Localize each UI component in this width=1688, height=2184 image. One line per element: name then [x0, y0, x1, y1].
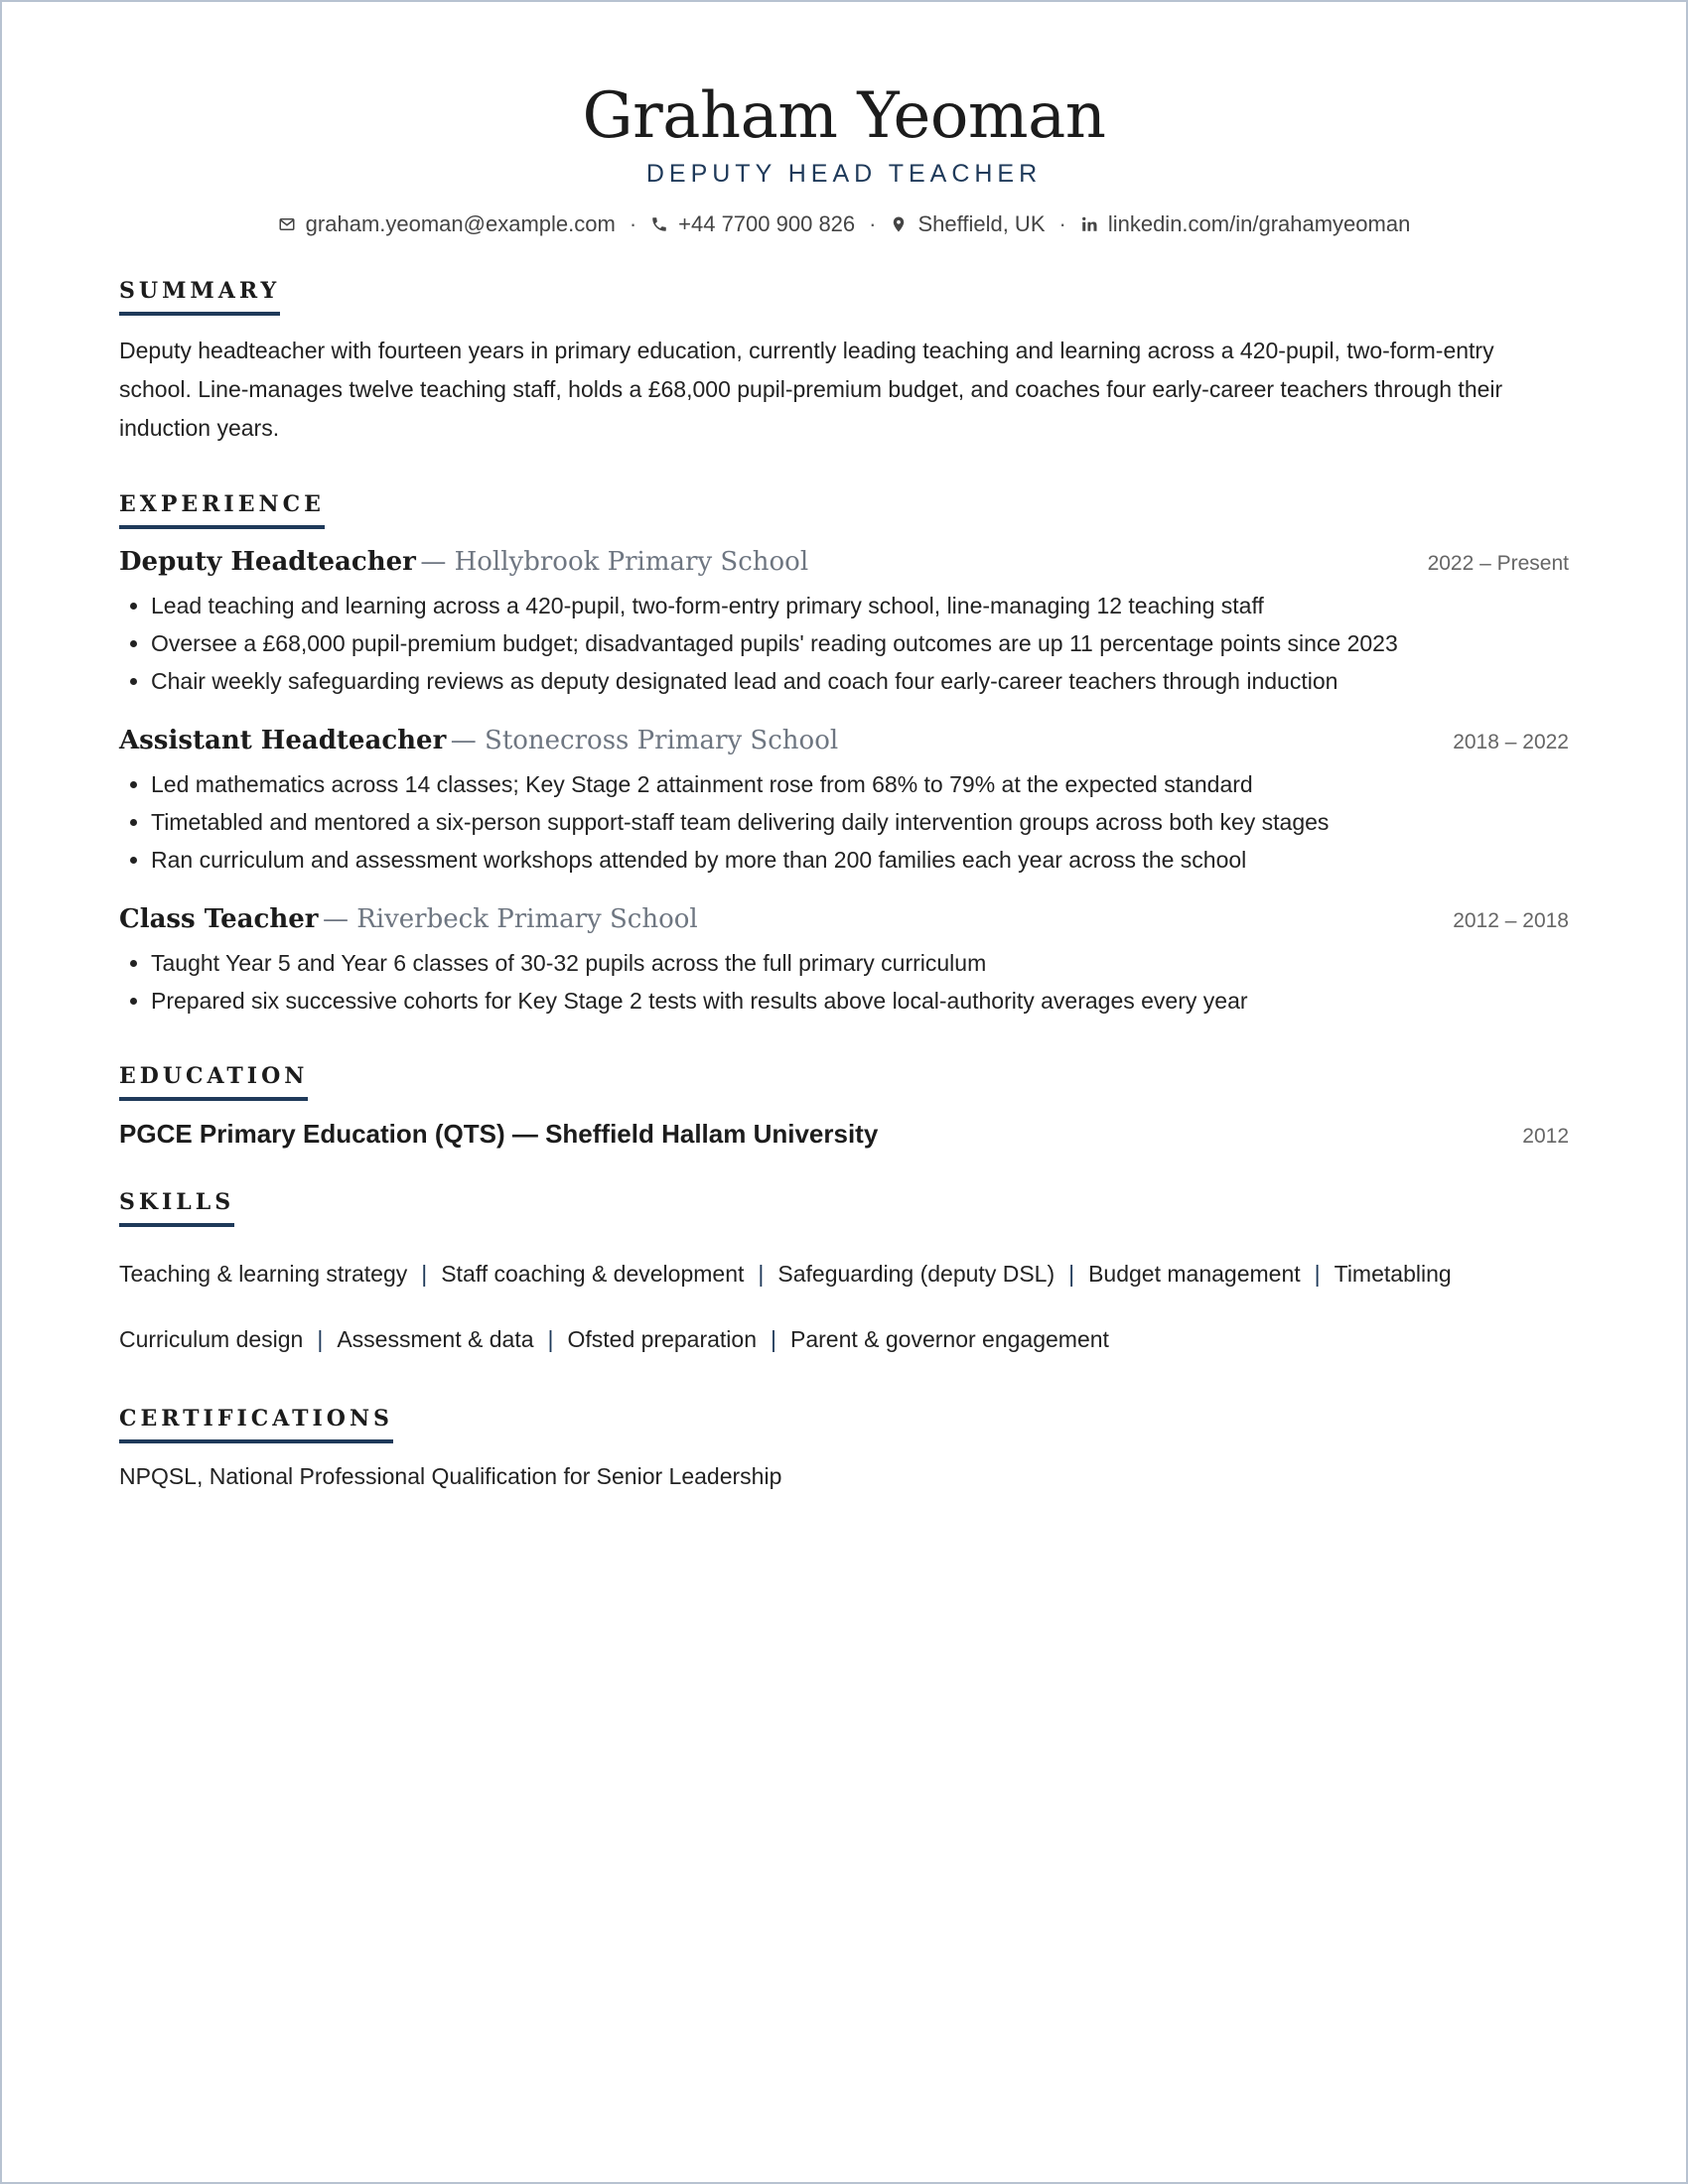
job-bullets [119, 944, 1569, 1020]
skill-separator: | [758, 1261, 765, 1287]
job-bullet: • Led mathematics across 14 classes; Key Stage 2 attainment rose from 68% to 79% at the expected standard [151, 765, 1569, 803]
education-section [119, 1063, 1569, 1150]
contact-phone[interactable] [650, 210, 855, 238]
job-role: Assistant Headteacher [119, 726, 447, 755]
skill-item: Teaching & learning strategy [119, 1261, 408, 1287]
contact-separator: · [1058, 211, 1066, 236]
skill-item: Safeguarding (deputy DSL) [777, 1261, 1055, 1287]
skills-section [119, 1189, 1569, 1372]
experience-section [119, 491, 1569, 1020]
envelope-icon [278, 215, 296, 233]
skills-line [119, 1306, 1569, 1372]
phone-icon [650, 215, 668, 233]
job-bullet: • Prepared six successive cohorts for Key Stage 2 tests with results above local-authority averages every year [151, 982, 1569, 1020]
job-org: Riverbeck Primary School [356, 904, 698, 934]
skill-separator: | [1068, 1261, 1075, 1287]
contact-bar [119, 210, 1569, 238]
section-heading: EDUCATION [119, 1063, 308, 1101]
job-role: Class Teacher [119, 904, 319, 934]
section-heading: EXPERIENCE [119, 491, 325, 529]
contact-separator: · [869, 211, 877, 236]
role-org-dash: — [322, 904, 357, 934]
contact-email[interactable] [278, 210, 616, 238]
skill-item: Budget management [1088, 1261, 1301, 1287]
skill-item: Parent & governor engagement [789, 1326, 1109, 1352]
job-entry [119, 726, 1569, 879]
skill-item: Curriculum design [119, 1326, 304, 1352]
skill-separator: | [317, 1326, 324, 1352]
candidate-title: DEPUTY HEAD TEACHER [645, 160, 1043, 188]
job-bullet: • Timetabled and mentored a six-person support-staff team delivering daily intervention groups across both key stages [151, 803, 1569, 841]
skill-separator: | [547, 1326, 554, 1352]
map-pin-icon [890, 215, 908, 233]
skill-item: Timetabling [1334, 1261, 1452, 1287]
email-text: graham.yeoman@example.com [305, 211, 616, 236]
contact-separator: · [629, 211, 637, 236]
location-text: Sheffield, UK [917, 211, 1046, 236]
skill-item: Assessment & data [337, 1326, 534, 1352]
section-heading: CERTIFICATIONS [119, 1406, 393, 1443]
job-bullets [119, 587, 1569, 700]
skill-item: Staff coaching & development [441, 1261, 745, 1287]
linkedin-text: linkedin.com/in/grahamyeoman [1107, 211, 1411, 236]
education-degree: PGCE Primary Education (QTS) — Sheffield Hallam University [119, 1119, 879, 1149]
job-bullet: • Oversee a £68,000 pupil-premium budget; disadvantaged pupils' reading outcomes are up 11 percentage points since 2023 [151, 624, 1569, 662]
summary-text: Deputy headteacher with fourteen years in primary education, currently leading teaching and learning across a 420-pupil, two-form-entry school. Line-manages twelve teaching staff, holds a £68,000 pupil-premium budget, and coaches four early-career teachers through their induction years. [119, 338, 1503, 441]
skills-list [119, 1241, 1569, 1372]
contact-linkedin[interactable] [1080, 210, 1411, 238]
contact-location [890, 210, 1045, 238]
education-year: 2012 [1522, 1125, 1569, 1148]
phone-text: +44 7700 900 826 [678, 211, 856, 236]
skill-separator: | [771, 1326, 776, 1352]
skills-line [119, 1241, 1569, 1306]
role-org-dash: — [450, 726, 486, 755]
job-bullets [119, 765, 1569, 879]
job-dates: 2022 – Present [1427, 552, 1569, 575]
linkedin-icon [1080, 215, 1098, 233]
summary-section [119, 278, 1569, 448]
skill-separator: | [1314, 1261, 1321, 1287]
job-dates: 2018 – 2022 [1453, 731, 1569, 753]
job-bullet: • Ran curriculum and assessment workshops attended by more than 200 families each year across the school [151, 841, 1569, 879]
job-role: Deputy Headteacher [119, 547, 416, 577]
job-dates: 2012 – 2018 [1453, 909, 1569, 932]
certification-item: NPQSL, National Professional Qualification for Senior Leadership [119, 1463, 782, 1489]
job-bullet: • Taught Year 5 and Year 6 classes of 30-32 pupils across the full primary curriculum [151, 944, 1569, 982]
section-heading: SKILLS [119, 1189, 234, 1227]
candidate-name: Graham Yeoman [582, 79, 1106, 153]
certifications-section [119, 1406, 1569, 1493]
skill-separator: | [421, 1261, 428, 1287]
job-org: Hollybrook Primary School [454, 547, 809, 577]
education-entry [119, 1119, 1569, 1150]
job-bullet: • Lead teaching and learning across a 420-pupil, two-form-entry primary school, line-managing 12 teaching staff [151, 587, 1569, 624]
role-org-dash: — [420, 547, 455, 577]
job-entry [119, 547, 1569, 700]
job-org: Stonecross Primary School [485, 726, 839, 755]
skill-item: Ofsted preparation [567, 1326, 757, 1352]
section-heading: SUMMARY [119, 278, 280, 316]
job-entry [119, 904, 1569, 1020]
resume-header [119, 2, 1569, 238]
job-bullet: • Chair weekly safeguarding reviews as deputy designated lead and coach four early-career teachers through induction [151, 662, 1569, 700]
